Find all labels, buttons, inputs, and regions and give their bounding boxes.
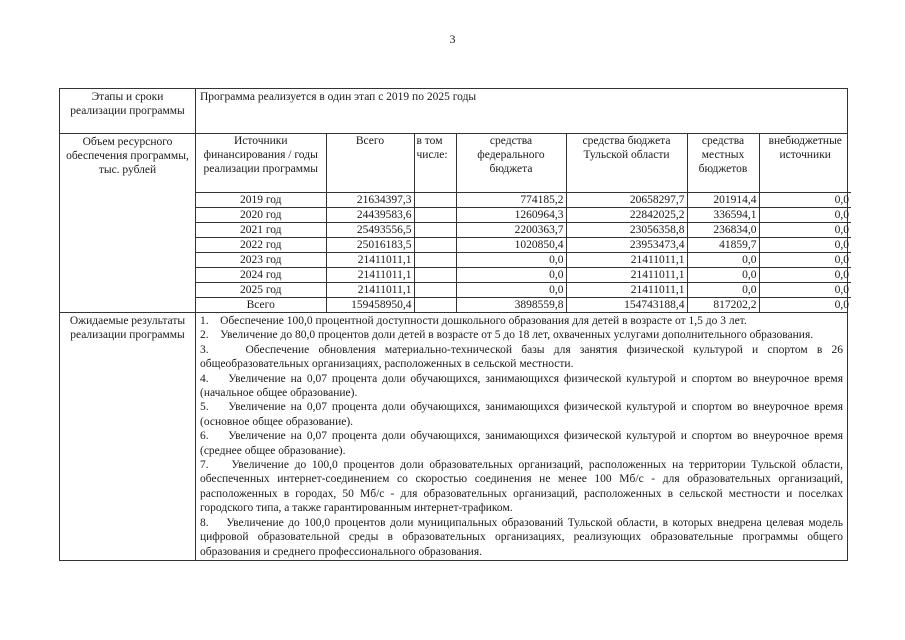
- table-row: [196, 193, 851, 208]
- extrabudget-cell: 0,0: [759, 193, 851, 208]
- local-cell: 0,0: [687, 283, 759, 298]
- federal-cell: 774185,2: [456, 193, 566, 208]
- financing-header-row: [196, 134, 851, 193]
- total-cell: 25493556,5: [326, 223, 414, 238]
- extrabudget-cell: 0,0: [759, 283, 851, 298]
- local-cell: 236834,0: [687, 223, 759, 238]
- financing-table: [196, 134, 851, 312]
- financing-row: [60, 134, 848, 313]
- regional-cell: 22842025,2: [566, 208, 687, 223]
- including-cell: [414, 193, 456, 208]
- federal-cell: 1260964,3: [456, 208, 566, 223]
- table-row: [196, 268, 851, 283]
- results-row: [60, 313, 848, 561]
- list-item: 5. Увеличение на 0,07 процента доли обучающихся, занимающихся физической культурой и спортом во внеурочное время (основное общее образование).: [200, 401, 843, 428]
- regional-cell: 21411011,1: [566, 283, 687, 298]
- local-cell: 336594,1: [687, 208, 759, 223]
- local-cell: 41859,7: [687, 238, 759, 253]
- year-cell: 2024 год: [196, 268, 326, 283]
- extrabudget-cell: 0,0: [759, 253, 851, 268]
- header-including: в том числе:: [414, 134, 456, 193]
- results-label: Ожидаемые результаты реализации программы: [60, 313, 196, 561]
- total-cell: 21411011,1: [326, 268, 414, 283]
- including-cell: [414, 208, 456, 223]
- year-cell: 2020 год: [196, 208, 326, 223]
- local-cell: 201914,4: [687, 193, 759, 208]
- total-cell: 21411011,1: [326, 283, 414, 298]
- year-cell: 2019 год: [196, 193, 326, 208]
- including-cell: [414, 253, 456, 268]
- table-row-total: [196, 298, 851, 313]
- table-row: [196, 283, 851, 298]
- total-cell: 25016183,5: [326, 238, 414, 253]
- list-item: 8. Увеличение до 100,0 процентов доли муниципальных образований Тульской области, в которых внедрена целевая модель цифровой образовательной среды в образовательных организациях, реализующих образовательные программы общего образования и среднего профессионального образования.: [200, 516, 843, 558]
- table-row: [196, 238, 851, 253]
- regional-cell: 23953473,4: [566, 238, 687, 253]
- including-cell: [414, 223, 456, 238]
- total-cell: 24439583,6: [326, 208, 414, 223]
- table-row: [196, 253, 851, 268]
- table-row: [196, 223, 851, 238]
- extrabudget-cell: 0,0: [759, 208, 851, 223]
- regional-cell: 23056358,8: [566, 223, 687, 238]
- list-item: 4. Увеличение на 0,07 процента доли обучающихся, занимающихся физической культурой и спортом во внеурочное время (начальное общее образование).: [200, 372, 843, 400]
- list-item: 7. Увеличение до 100,0 процентов доли образовательных организаций, расположенных на территории Тульской области, обеспеченных интернет-соединением со скоростью соединения не менее 100 Мб/с - для образовательных организаций, расположенных в городах, 50 Мб/с - для образовательных организаций, расположенных в сельской местности и поселках городского типа, а также гарантированным интернет-трафиком.: [200, 459, 843, 515]
- including-cell: [414, 298, 456, 313]
- header-federal: средства федерального бюджета: [456, 134, 566, 193]
- header-regional: средства бюджета Тульской области: [566, 134, 687, 193]
- list-item: 2. Увеличение до 80,0 процентов доли детей в возрасте от 5 до 18 лет, охваченных услугами дополнительного образования.: [200, 329, 814, 342]
- year-cell: 2025 год: [196, 283, 326, 298]
- year-cell: Всего: [196, 298, 326, 313]
- including-cell: [414, 268, 456, 283]
- passport-table: [59, 88, 848, 561]
- year-cell: 2022 год: [196, 238, 326, 253]
- including-cell: [414, 238, 456, 253]
- list-item: 6. Увеличение на 0,07 процента доли обучающихся, занимающихся физической культурой и спортом во внеурочное время (среднее общее образование).: [200, 430, 843, 457]
- total-cell: 21411011,1: [326, 253, 414, 268]
- stages-text: Программа реализуется в один этап с 2019 по 2025 годы: [200, 91, 477, 103]
- federal-cell: 0,0: [456, 283, 566, 298]
- local-cell: 0,0: [687, 268, 759, 283]
- table-row: [196, 208, 851, 223]
- extrabudget-cell: 0,0: [759, 298, 851, 313]
- stages-row: [60, 89, 848, 134]
- local-cell: 817202,2: [687, 298, 759, 313]
- federal-cell: 0,0: [456, 253, 566, 268]
- federal-cell: 0,0: [456, 268, 566, 283]
- federal-cell: 2200363,7: [456, 223, 566, 238]
- local-cell: 0,0: [687, 253, 759, 268]
- extrabudget-cell: 0,0: [759, 223, 851, 238]
- regional-cell: 21411011,1: [566, 253, 687, 268]
- stages-label: Этапы и сроки реализации программы: [60, 89, 196, 134]
- extrabudget-cell: 0,0: [759, 238, 851, 253]
- year-cell: 2023 год: [196, 253, 326, 268]
- header-sources: Источники финансирования / годы реализации программы: [196, 134, 326, 193]
- federal-cell: 1020850,4: [456, 238, 566, 253]
- federal-cell: 3898559,8: [456, 298, 566, 313]
- list-item: 3. Обеспечение обновления материально-технической базы для занятия физической культурой и спортом в 26 общеобразовательных организациях, расположенных в сельской местности.: [200, 343, 843, 371]
- year-cell: 2021 год: [196, 223, 326, 238]
- header-local: средства местных бюджетов: [687, 134, 759, 193]
- including-cell: [414, 283, 456, 298]
- header-total: Всего: [326, 134, 414, 193]
- extrabudget-cell: 0,0: [759, 268, 851, 283]
- total-cell: 159458950,4: [326, 298, 414, 313]
- total-cell: 21634397,3: [326, 193, 414, 208]
- page-number: 3: [449, 32, 456, 46]
- regional-cell: 20658297,7: [566, 193, 687, 208]
- financing-label: Объем ресурсного обеспечения программы, тыс. рублей: [60, 134, 196, 313]
- results-list: [196, 313, 847, 560]
- header-extrabudget: внебюджетные источники: [759, 134, 851, 193]
- regional-cell: 154743188,4: [566, 298, 687, 313]
- regional-cell: 21411011,1: [566, 268, 687, 283]
- list-item: 1. Обеспечение 100,0 процентной доступности дошкольного образования для детей в возрасте от 1,5 до 3 лет.: [200, 315, 747, 327]
